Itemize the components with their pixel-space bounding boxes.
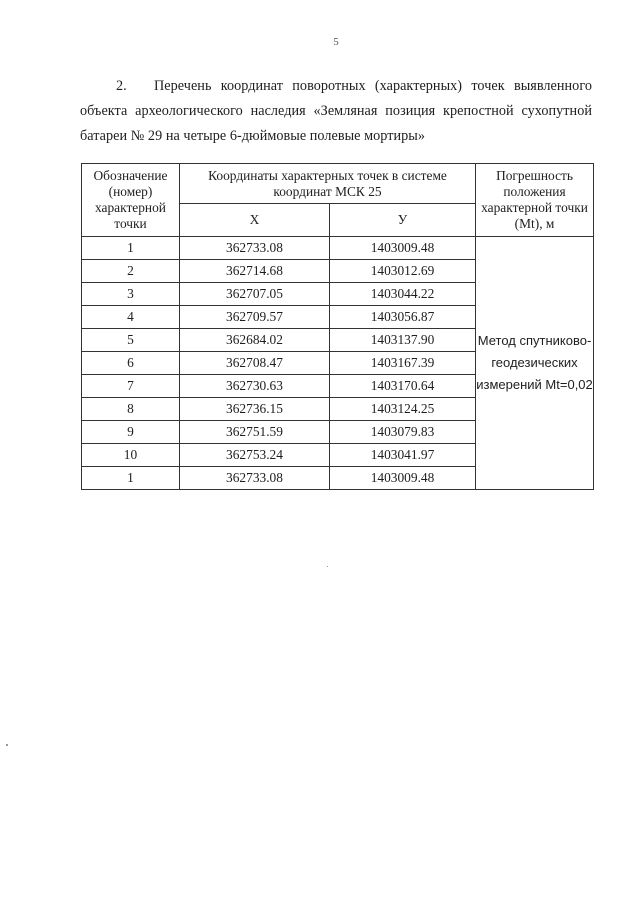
cell-point: 10: [82, 444, 180, 467]
cell-x: 362753.24: [180, 444, 330, 467]
cell-y: 1403137.90: [330, 329, 476, 352]
cell-x: 362684.02: [180, 329, 330, 352]
cell-point: 8: [82, 398, 180, 421]
cell-method: Метод спутниково-геодезических измерений Mt=0,02: [476, 237, 594, 490]
section-intro: [80, 74, 592, 149]
header-y: У: [330, 204, 476, 237]
cell-x: 362708.47: [180, 352, 330, 375]
scan-speck: [327, 566, 328, 567]
cell-y: 1403012.69: [330, 260, 476, 283]
coordinates-table: [81, 163, 594, 490]
cell-y: 1403044.22: [330, 283, 476, 306]
cell-y: 1403079.83: [330, 421, 476, 444]
cell-x: 362751.59: [180, 421, 330, 444]
cell-y: 1403009.48: [330, 237, 476, 260]
cell-x: 362709.57: [180, 306, 330, 329]
table-body: [82, 237, 594, 490]
cell-y: 1403170.64: [330, 375, 476, 398]
section-text: Перечень координат поворотных (характерных) точек выявленного объекта археологического наследия «Земляная позиция крепостной сухопутной батареи № 29 на четыре 6-дюймовые полевые мортиры»: [80, 78, 592, 145]
cell-y: 1403124.25: [330, 398, 476, 421]
cell-y: 1403009.48: [330, 467, 476, 490]
cell-point: 9: [82, 421, 180, 444]
cell-x: 362730.63: [180, 375, 330, 398]
cell-point: 7: [82, 375, 180, 398]
cell-x: 362733.08: [180, 237, 330, 260]
cell-point: 4: [82, 306, 180, 329]
cell-point: 3: [82, 283, 180, 306]
cell-point: 6: [82, 352, 180, 375]
cell-x: 362707.05: [180, 283, 330, 306]
header-coordinates: Координаты характерных точек в системе координат МСК 25: [180, 164, 476, 204]
cell-point: 2: [82, 260, 180, 283]
cell-point: 5: [82, 329, 180, 352]
cell-point: 1: [82, 467, 180, 490]
cell-y: 1403041.97: [330, 444, 476, 467]
header-accuracy: Погрешность положения характерной точки (Mt), м: [476, 164, 594, 237]
cell-y: 1403167.39: [330, 352, 476, 375]
cell-y: 1403056.87: [330, 306, 476, 329]
table-row: [82, 237, 594, 260]
page-number: 5: [333, 36, 339, 48]
cell-x: 362714.68: [180, 260, 330, 283]
cell-x: 362736.15: [180, 398, 330, 421]
scan-speck: [6, 744, 8, 746]
cell-point: 1: [82, 237, 180, 260]
cell-x: 362733.08: [180, 467, 330, 490]
header-x: X: [180, 204, 330, 237]
header-designation: Обозначение (номер) характерной точки: [82, 164, 180, 237]
section-number: 2.: [116, 78, 127, 95]
